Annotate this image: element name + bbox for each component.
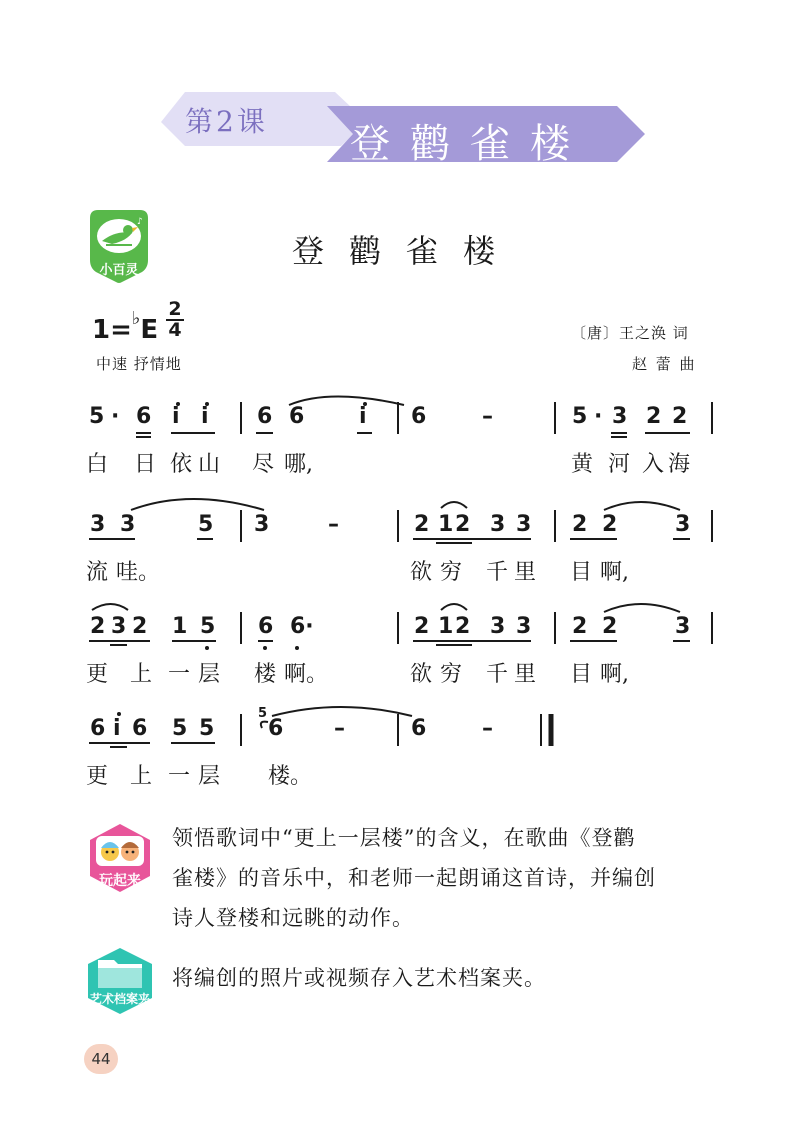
key-prefix: 1= — [92, 315, 132, 345]
grace-note: 5 — [258, 706, 268, 721]
wanqilai-badge — [86, 822, 154, 894]
lyric: 上 — [130, 662, 153, 687]
song-title: 登鹳雀楼 — [292, 232, 521, 270]
lyric: 一 — [168, 662, 191, 687]
lyric: 哇。 — [116, 560, 161, 585]
lyric: 欲 — [410, 662, 433, 687]
lyrics-row-3 — [0, 657, 800, 687]
lyric: 楼 — [254, 662, 277, 687]
lyric: 一 — [168, 764, 191, 789]
note: i — [113, 716, 121, 741]
dash: – — [482, 716, 493, 741]
lyrics-row-1 — [0, 447, 800, 477]
time-sig-bottom: 4 — [166, 319, 184, 340]
lyric: 入 — [642, 452, 665, 477]
note: 1 — [172, 614, 188, 639]
archive-label: 艺术档案夹 — [89, 992, 150, 1006]
note: 2 — [572, 512, 588, 537]
note: 2 — [132, 614, 148, 639]
note: i — [359, 404, 367, 429]
lyric: 里 — [514, 560, 537, 585]
note: i — [172, 404, 180, 429]
lyric: 上 — [130, 764, 153, 789]
note: 3 — [675, 512, 691, 537]
lyric: 目 — [570, 662, 593, 687]
lyric: 千 — [486, 662, 509, 687]
note: 6 — [258, 614, 274, 639]
dot: · — [594, 404, 603, 429]
note: 2 — [455, 614, 471, 639]
note: 5 — [89, 404, 105, 429]
note: 5 — [198, 512, 214, 537]
lyric: 里 — [514, 662, 537, 687]
dash: – — [328, 512, 339, 537]
lyrics-row-4 — [0, 759, 800, 789]
tie — [272, 707, 412, 716]
time-sig-top: 2 — [168, 298, 182, 320]
note: 3 — [516, 614, 532, 639]
tie — [604, 604, 680, 612]
lyric: 海 — [668, 452, 691, 477]
wanqilai-label: 玩起来 — [99, 873, 141, 889]
note: 3 — [254, 512, 270, 537]
lyric: 啊, — [600, 662, 629, 687]
note: 2 — [646, 404, 662, 429]
lyric: 更 — [86, 662, 109, 687]
lesson-tag: 第2课 — [185, 105, 268, 138]
note: 3 — [90, 512, 106, 537]
lyric: 依 — [170, 452, 193, 477]
activity-line-1: 领悟歌词中“更上一层楼”的含义，在歌曲《登鹳 — [172, 826, 636, 850]
note: 6 — [289, 404, 305, 429]
activity-line-2: 雀楼》的音乐中，和老师一起朗诵这首诗，并编创 — [172, 866, 656, 890]
note: 3 — [516, 512, 532, 537]
notation-row-1 — [0, 404, 800, 434]
note: 3 — [120, 512, 136, 537]
note: 3 — [111, 614, 127, 639]
lyric: 白 — [86, 452, 109, 477]
note: 6 — [136, 404, 152, 429]
flat-symbol: ♭ — [131, 308, 141, 329]
lyric: 穷 — [440, 662, 463, 687]
notation-row-4 — [0, 706, 800, 746]
lyric: 日 — [134, 452, 157, 477]
note: 3 — [675, 614, 691, 639]
svg-text:♪: ♪ — [137, 217, 143, 227]
note: 6· — [290, 614, 314, 639]
lyrics-row-2 — [0, 555, 800, 585]
archive-text: 将编创的照片或视频存入艺术档案夹。 — [172, 966, 546, 990]
key-note: E — [140, 315, 159, 345]
low-octave-dot — [205, 646, 209, 650]
dash: – — [334, 716, 345, 741]
lyric: 啊, — [600, 560, 629, 585]
note: 2 — [455, 512, 471, 537]
lyric: 千 — [486, 560, 509, 585]
lyric: 啊。 — [284, 662, 329, 687]
note: 6 — [90, 716, 106, 741]
note: 2 — [602, 614, 618, 639]
note: 6 — [132, 716, 148, 741]
low-octave-dot — [263, 646, 267, 650]
lyric: 流 — [86, 560, 109, 585]
tie — [604, 502, 680, 510]
note: 3 — [612, 404, 628, 429]
slur — [441, 502, 467, 508]
note: 2 — [672, 404, 688, 429]
lyric: 更 — [86, 764, 109, 789]
archive-badge — [84, 946, 156, 1016]
low-octave-dot — [295, 646, 299, 650]
lyric: 哪, — [284, 452, 313, 477]
note: 2 — [572, 614, 588, 639]
note: 6 — [411, 404, 427, 429]
xiaobailing-label: 小百灵 — [99, 263, 139, 278]
lyric: 目 — [570, 560, 593, 585]
lyric: 黄 — [571, 452, 594, 477]
note: 6 — [268, 716, 284, 741]
lyric: 层 — [198, 764, 221, 789]
note: 3 — [490, 512, 506, 537]
note: 2 — [414, 512, 430, 537]
dot: · — [111, 404, 120, 429]
note: 1 — [438, 512, 454, 537]
lyric: 欲 — [410, 560, 433, 585]
lyric: 尽 — [252, 452, 275, 477]
lyric: 山 — [198, 452, 221, 477]
tempo-marking: 中速 抒情地 — [96, 355, 182, 373]
notation-row-3 — [0, 614, 800, 644]
note: 6 — [411, 716, 427, 741]
lyric: 楼。 — [268, 764, 313, 789]
lyricist-credit: 〔唐〕王之涣 词 — [571, 324, 689, 342]
note: 6 — [257, 404, 273, 429]
tie — [131, 499, 264, 510]
dash: – — [482, 404, 493, 429]
notation-row-2 — [0, 512, 800, 542]
composer-credit: 赵 蕾 曲 — [632, 355, 697, 373]
lyric: 穷 — [440, 560, 463, 585]
note: 2 — [90, 614, 106, 639]
note: 2 — [602, 512, 618, 537]
activity-text — [172, 818, 732, 938]
activity-line-3: 诗人登楼和远眺的动作。 — [172, 906, 414, 930]
slur — [92, 604, 128, 610]
note: 5 — [199, 716, 215, 741]
lyric: 河 — [608, 452, 631, 477]
note: 5 — [172, 716, 188, 741]
slur — [441, 604, 467, 610]
page-number: 44 — [84, 1044, 118, 1074]
note: 3 — [490, 614, 506, 639]
note: 5 — [572, 404, 588, 429]
note: 1 — [438, 614, 454, 639]
note: 5 — [200, 614, 216, 639]
lesson-title: 登鹳雀楼 — [350, 121, 590, 167]
note: i — [201, 404, 209, 429]
lyric: 层 — [198, 662, 221, 687]
note: 2 — [414, 614, 430, 639]
